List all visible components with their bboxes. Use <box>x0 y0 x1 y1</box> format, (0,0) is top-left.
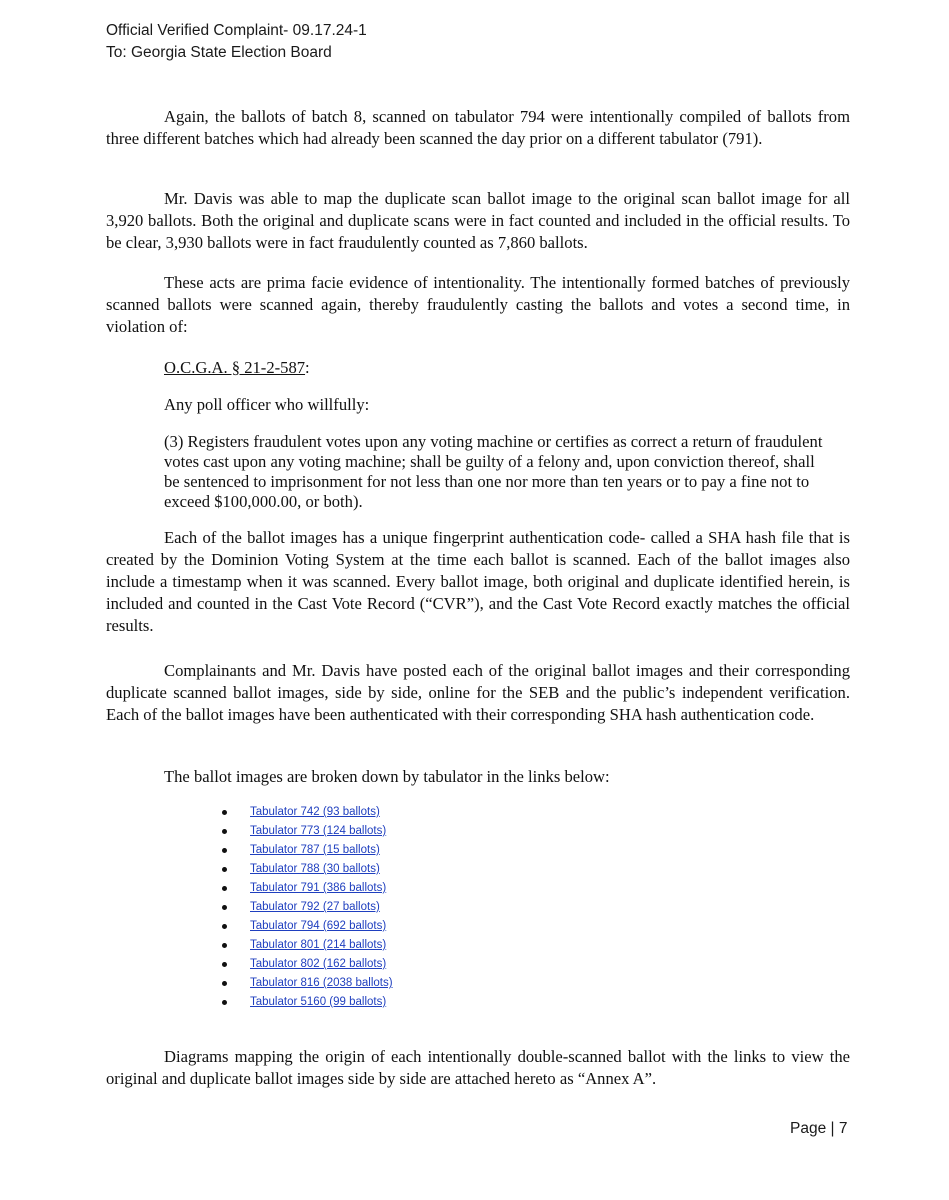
tabulator-802-link[interactable]: Tabulator 802 (162 ballots) <box>250 958 387 970</box>
bullet-icon <box>222 867 227 872</box>
paragraph-intentionality: These acts are prima facie evidence of intentionality. The intentionally formed batches of previously scanned ballots were scanned again, thereby fraudulently casting the ballots and votes a second time, in violation of: <box>106 273 850 336</box>
list-item <box>220 822 393 841</box>
list-item <box>220 993 393 1012</box>
bullet-icon <box>222 943 227 948</box>
bullet-icon <box>222 886 227 891</box>
paragraph-posted-images: Complainants and Mr. Davis have posted each of the original ballot images and their corresponding duplicate scanned ballot images, side by side, online for the SEB and the public’s independent verification. Each of the ballot images have been authenticated with their corresponding SHA hash authentication code. <box>106 661 850 724</box>
bullet-icon <box>222 829 227 834</box>
list-item <box>220 955 393 974</box>
tabulator-788-link[interactable]: Tabulator 788 (30 ballots) <box>250 863 380 875</box>
tabulator-link-list <box>220 803 393 1012</box>
bullet-icon <box>222 1000 227 1005</box>
bullet-icon <box>222 981 227 986</box>
bullet-icon <box>222 848 227 853</box>
bullet-icon <box>222 962 227 967</box>
tabulator-791-link[interactable]: Tabulator 791 (386 ballots) <box>250 882 387 894</box>
list-item <box>220 860 393 879</box>
bullet-icon <box>222 924 227 929</box>
page-number: Page | 7 <box>790 1120 848 1137</box>
tabulator-794-link[interactable]: Tabulator 794 (692 ballots) <box>250 920 387 932</box>
tabulator-816-link[interactable]: Tabulator 816 (2038 ballots) <box>250 977 393 989</box>
paragraph-annex-a: Diagrams mapping the origin of each intentionally double-scanned ballot with the links to view the original and duplicate ballot images side by side are attached hereto as “Annex A”. <box>106 1047 850 1088</box>
paragraph-sha-hash: Each of the ballot images has a unique fingerprint authentication code- called a SHA hash file that is created by the Dominion Voting System at the time each ballot is scanned. Each of the ballot images also include a timestamp when it was scanned. Every ballot image, both original and duplicate identified herein, is included and counted in the Cast Vote Record (“CVR”), and the Cast Vote Record exactly matches the official results. <box>106 528 850 635</box>
list-item <box>220 879 393 898</box>
recipient-line: To: Georgia State Election Board <box>106 44 332 61</box>
statute-colon: : <box>305 358 310 377</box>
tabulator-773-link[interactable]: Tabulator 773 (124 ballots) <box>250 825 387 837</box>
tabulator-801-link[interactable]: Tabulator 801 (214 ballots) <box>250 939 387 951</box>
document-header <box>106 20 367 64</box>
tabulator-742-link[interactable]: Tabulator 742 (93 ballots) <box>250 806 380 818</box>
list-item <box>220 917 393 936</box>
paragraph-davis-mapping: Mr. Davis was able to map the duplicate scan ballot image to the original scan ballot image for all 3,920 ballots. Both the original and duplicate scans were in fact counted and included in the official results. To be clear, 3,930 ballots were in fact fraudulently counted as 7,860 ballots. <box>106 189 850 252</box>
list-item <box>220 841 393 860</box>
bullet-icon <box>222 905 227 910</box>
tabulator-5160-link[interactable]: Tabulator 5160 (99 ballots) <box>250 996 387 1008</box>
tabulator-792-link[interactable]: Tabulator 792 (27 ballots) <box>250 901 380 913</box>
bullet-icon <box>222 810 227 815</box>
complaint-title: Official Verified Complaint- 09.17.24-1 <box>106 22 367 39</box>
tabulator-787-link[interactable]: Tabulator 787 (15 ballots) <box>250 844 380 856</box>
statute-reference: O.C.G.A. § 21-2-587 <box>164 358 306 377</box>
list-item <box>220 898 393 917</box>
statute-heading <box>164 358 826 378</box>
statute-intro: Any poll officer who willfully: <box>164 395 370 414</box>
list-item <box>220 974 393 993</box>
paragraph-batch-8: Again, the ballots of batch 8, scanned on tabulator 794 were intentionally compiled of ballots from three different batches which had already been scanned the day prior on a different tabulator (791). <box>106 107 850 148</box>
list-item <box>220 803 393 822</box>
paragraph-links-intro: The ballot images are broken down by tabulator in the links below: <box>164 767 610 786</box>
list-item <box>220 936 393 955</box>
statute-clause-3: (3) Registers fraudulent votes upon any voting machine or certifies as correct a return of fraudulent votes cast upon any voting machine; shall be guilty of a felony and, upon conviction thereof, shall be sentenced to imprisonment for not less than one nor more than ten years or to pay a fine not to exceed $100,000.00, or both). <box>164 432 823 511</box>
